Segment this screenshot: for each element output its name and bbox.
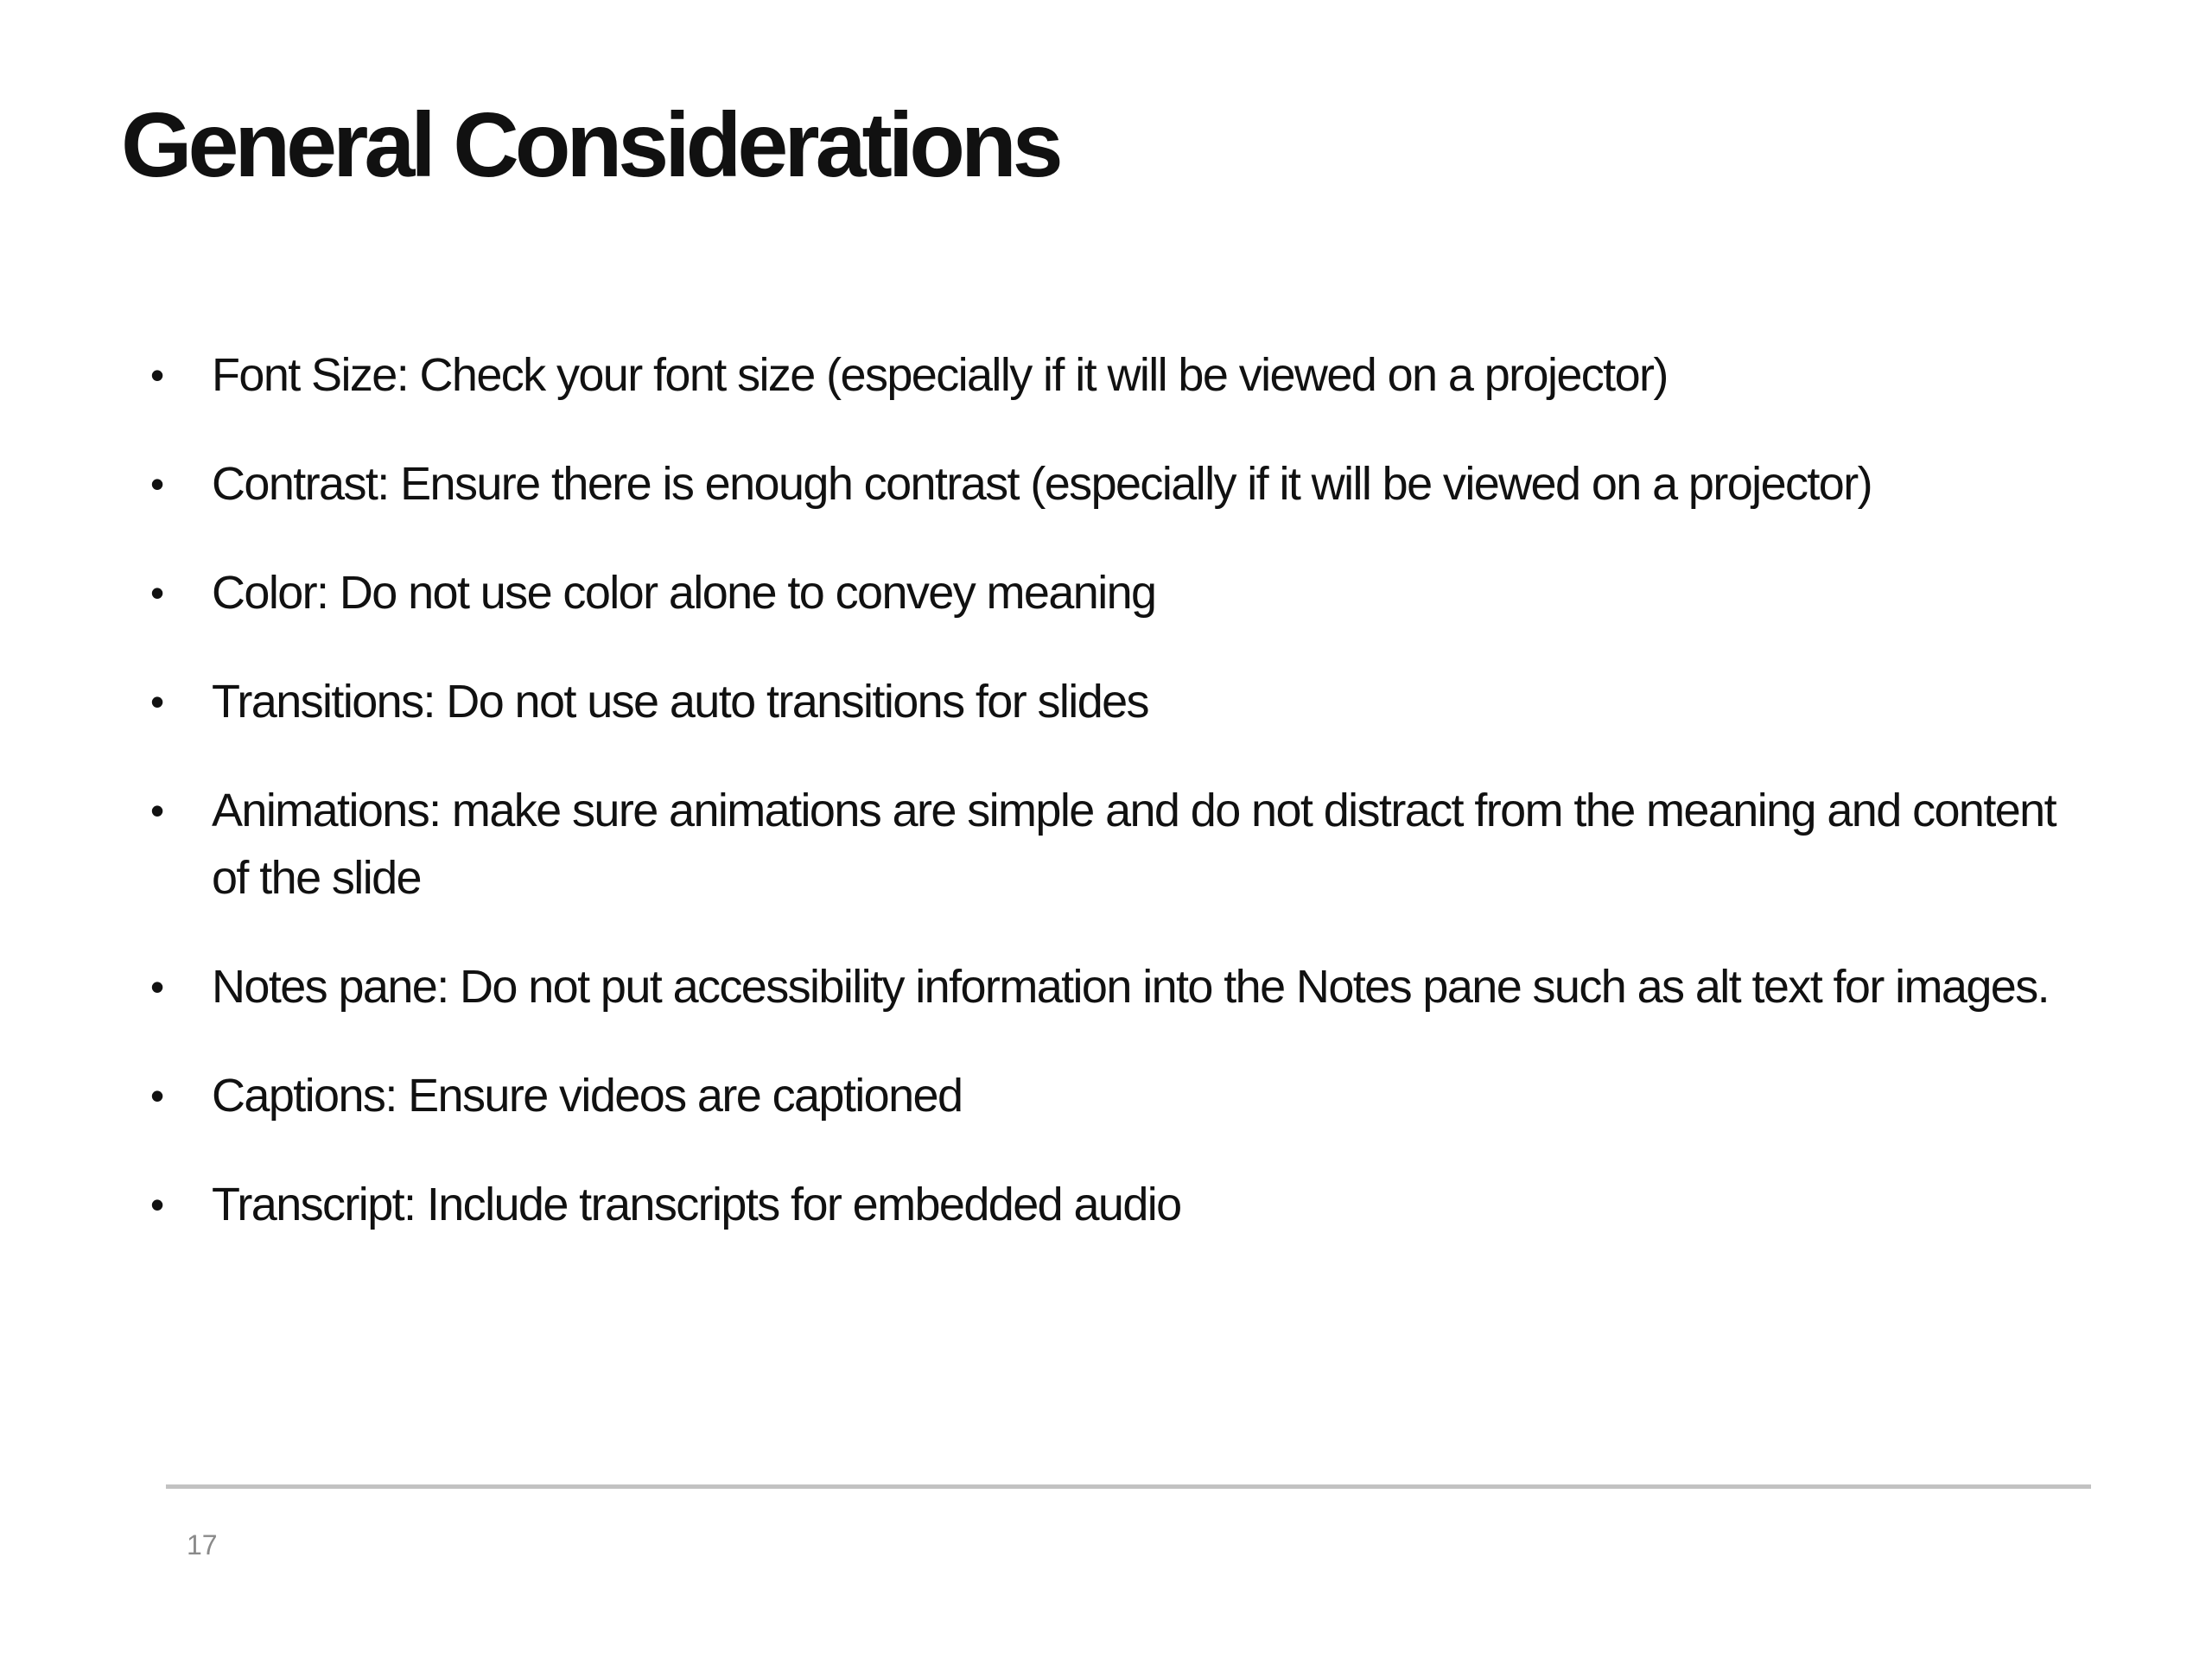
bullet-text: Font Size: Check your font size (especially if it will be viewed on a projector) bbox=[212, 349, 1668, 401]
bullet-text: Notes pane: Do not put accessibility information into the Notes pane such as alt text for images. bbox=[212, 961, 2050, 1013]
bullet-icon: • bbox=[150, 1073, 165, 1118]
bullet-icon: • bbox=[150, 461, 165, 506]
bullet-icon: • bbox=[150, 570, 165, 615]
bullet-text: Animations: make sure animations are simple and do not distract from the meaning and content of the slide bbox=[212, 785, 2056, 904]
bullet-text: Captions: Ensure videos are captioned bbox=[212, 1070, 963, 1122]
bullet-icon: • bbox=[150, 353, 165, 397]
bullet-text: Transitions: Do not use auto transitions for slides bbox=[212, 676, 1148, 728]
bullet-icon: • bbox=[150, 1182, 165, 1227]
bullet-text: Transcript: Include transcripts for embedded audio bbox=[212, 1179, 1181, 1230]
list-item bbox=[138, 341, 2091, 409]
slide-number: 17 bbox=[187, 1529, 218, 1560]
list-item bbox=[138, 777, 2091, 912]
list-item bbox=[138, 668, 2091, 735]
list-item bbox=[138, 559, 2091, 626]
bullet-list bbox=[138, 341, 2091, 1280]
bullet-text: Contrast: Ensure there is enough contrast (especially if it will be viewed on a projector) bbox=[212, 458, 1872, 510]
list-item bbox=[138, 1171, 2091, 1238]
list-item bbox=[138, 450, 2091, 518]
bullet-icon: • bbox=[150, 679, 165, 724]
slide-title: General Considerations bbox=[121, 94, 1059, 196]
bullet-icon: • bbox=[150, 788, 165, 833]
list-item bbox=[138, 953, 2091, 1020]
bullet-icon: • bbox=[150, 964, 165, 1009]
bullet-text: Color: Do not use color alone to convey meaning bbox=[212, 567, 1156, 619]
footer-divider bbox=[166, 1484, 2091, 1489]
list-item bbox=[138, 1062, 2091, 1129]
